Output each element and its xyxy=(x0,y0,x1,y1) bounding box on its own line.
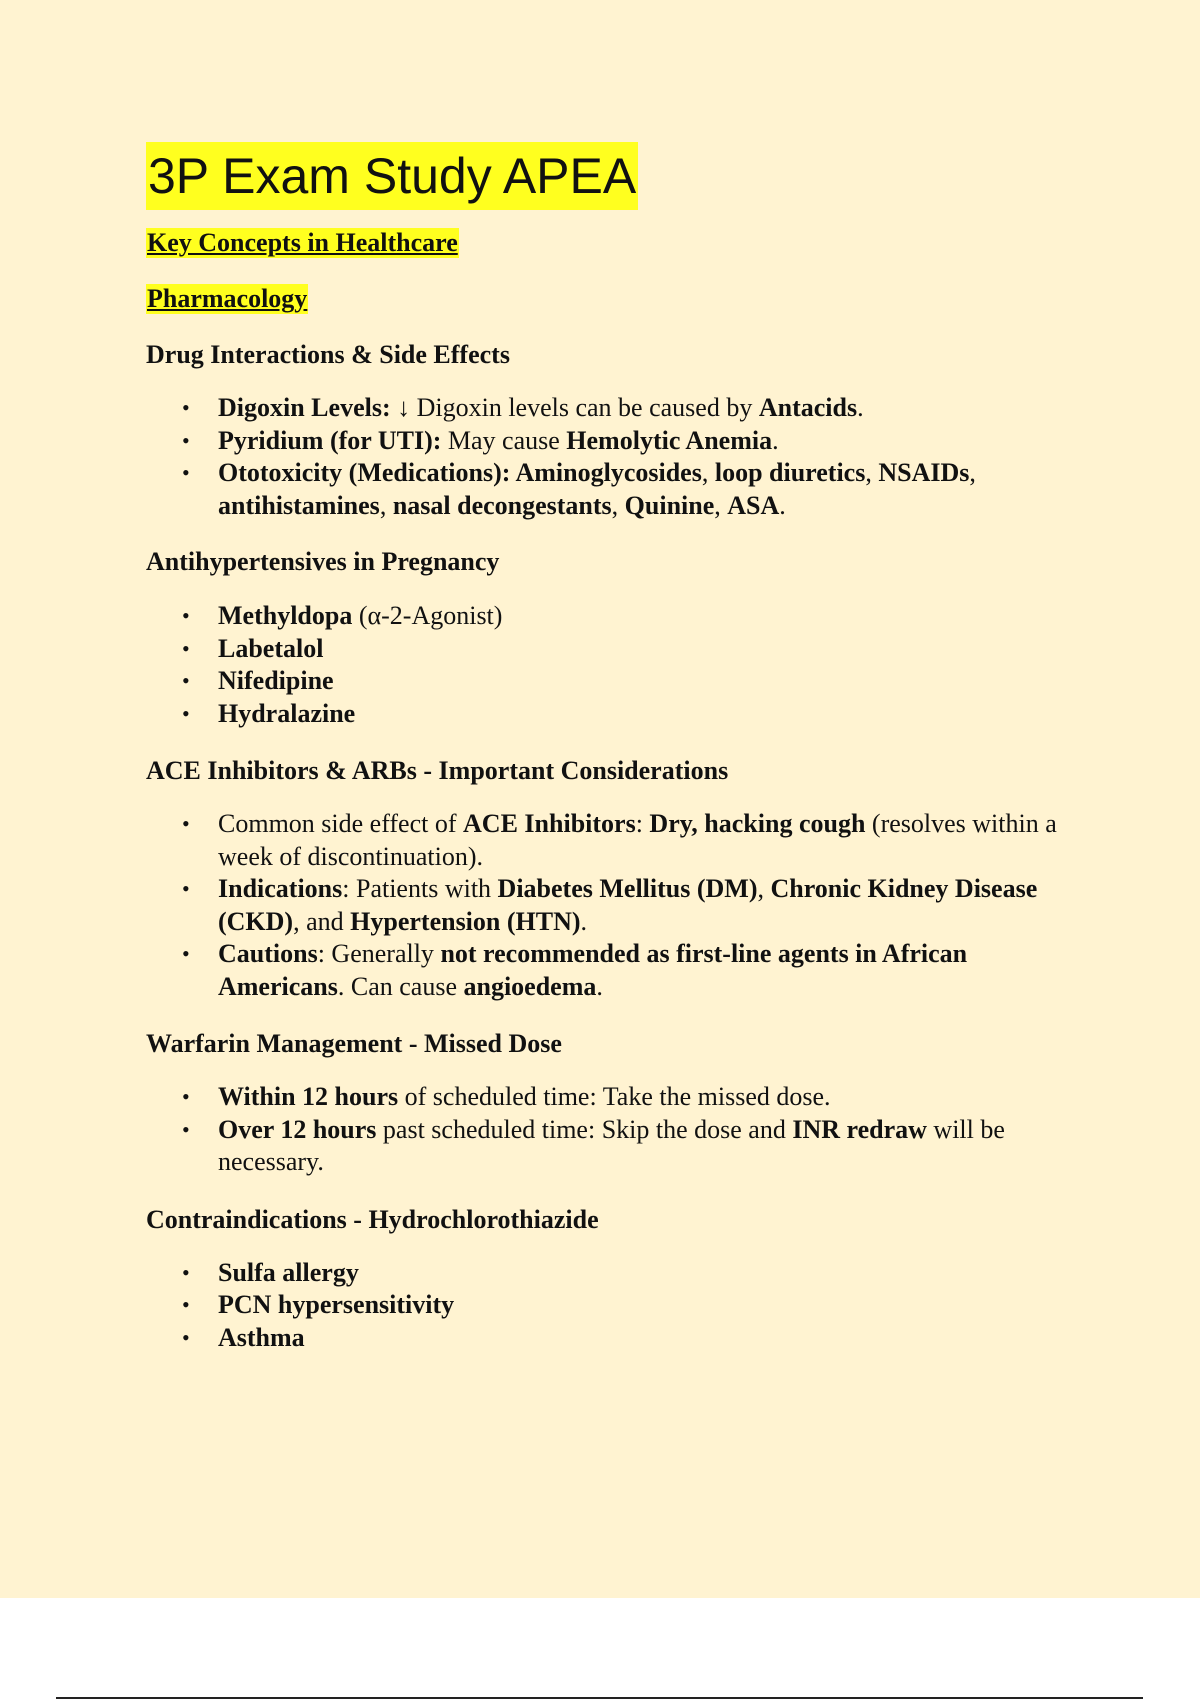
section-ace-heading: ACE Inhibitors & ARBs - Important Considerations xyxy=(146,756,729,785)
warfarin-list xyxy=(146,1081,1086,1179)
section-hctz-heading: Contraindications - Hydrochlorothiazide xyxy=(146,1204,599,1234)
document-content xyxy=(146,142,1086,1354)
list-item: • Within 12 hours of scheduled time: Take the missed dose. xyxy=(146,1081,1086,1114)
list-item: • Hydralazine xyxy=(146,698,1086,731)
section-drug-interactions-heading: Drug Interactions & Side Effects xyxy=(146,340,510,369)
list-item: • Nifedipine xyxy=(146,665,1086,698)
hctz-list xyxy=(146,1257,1086,1355)
list-item: • Methyldopa (α-2-Agonist) xyxy=(146,600,1086,633)
drug-interactions-list xyxy=(146,392,1086,522)
list-item: • Sulfa allergy xyxy=(146,1257,1086,1290)
section-warfarin-heading: Warfarin Management - Missed Dose xyxy=(146,1029,562,1058)
section-antihypertensives-heading: Antihypertensives in Pregnancy xyxy=(146,547,500,576)
ace-list xyxy=(146,808,1086,1003)
list-item: • Common side effect of ACE Inhibitors: Dry, hacking cough (resolves within a week of discontinuation). xyxy=(146,808,1086,873)
list-item: • Digoxin Levels: ↓ Digoxin levels can be caused by Antacids. xyxy=(146,392,1086,425)
document-title: 3P Exam Study APEA xyxy=(146,142,638,210)
list-item: • Asthma xyxy=(146,1322,1086,1355)
antihypertensives-list xyxy=(146,600,1086,730)
list-item: • Over 12 hours past scheduled time: Skip the dose and INR redraw will be necessary. xyxy=(146,1114,1086,1179)
list-item: • Cautions: Generally not recommended as first-line agents in African Americans. Can cause angioedema. xyxy=(146,938,1086,1003)
heading-pharmacology: Pharmacology xyxy=(147,284,308,313)
heading-key-concepts: Key Concepts in Healthcare xyxy=(147,228,458,257)
list-item: • PCN hypersensitivity xyxy=(146,1289,1086,1322)
list-item: • Indications: Patients with Diabetes Mellitus (DM), Chronic Kidney Disease (CKD), and Hypertension (HTN). xyxy=(146,873,1086,938)
list-item: • Pyridium (for UTI): May cause Hemolytic Anemia. xyxy=(146,425,1086,458)
list-item: • Ototoxicity (Medications): Aminoglycosides, loop diuretics, NSAIDs, antihistamines, nasal decongestants, Quinine, ASA. xyxy=(146,457,1086,522)
page-divider xyxy=(56,1697,1143,1699)
list-item: • Labetalol xyxy=(146,633,1086,666)
